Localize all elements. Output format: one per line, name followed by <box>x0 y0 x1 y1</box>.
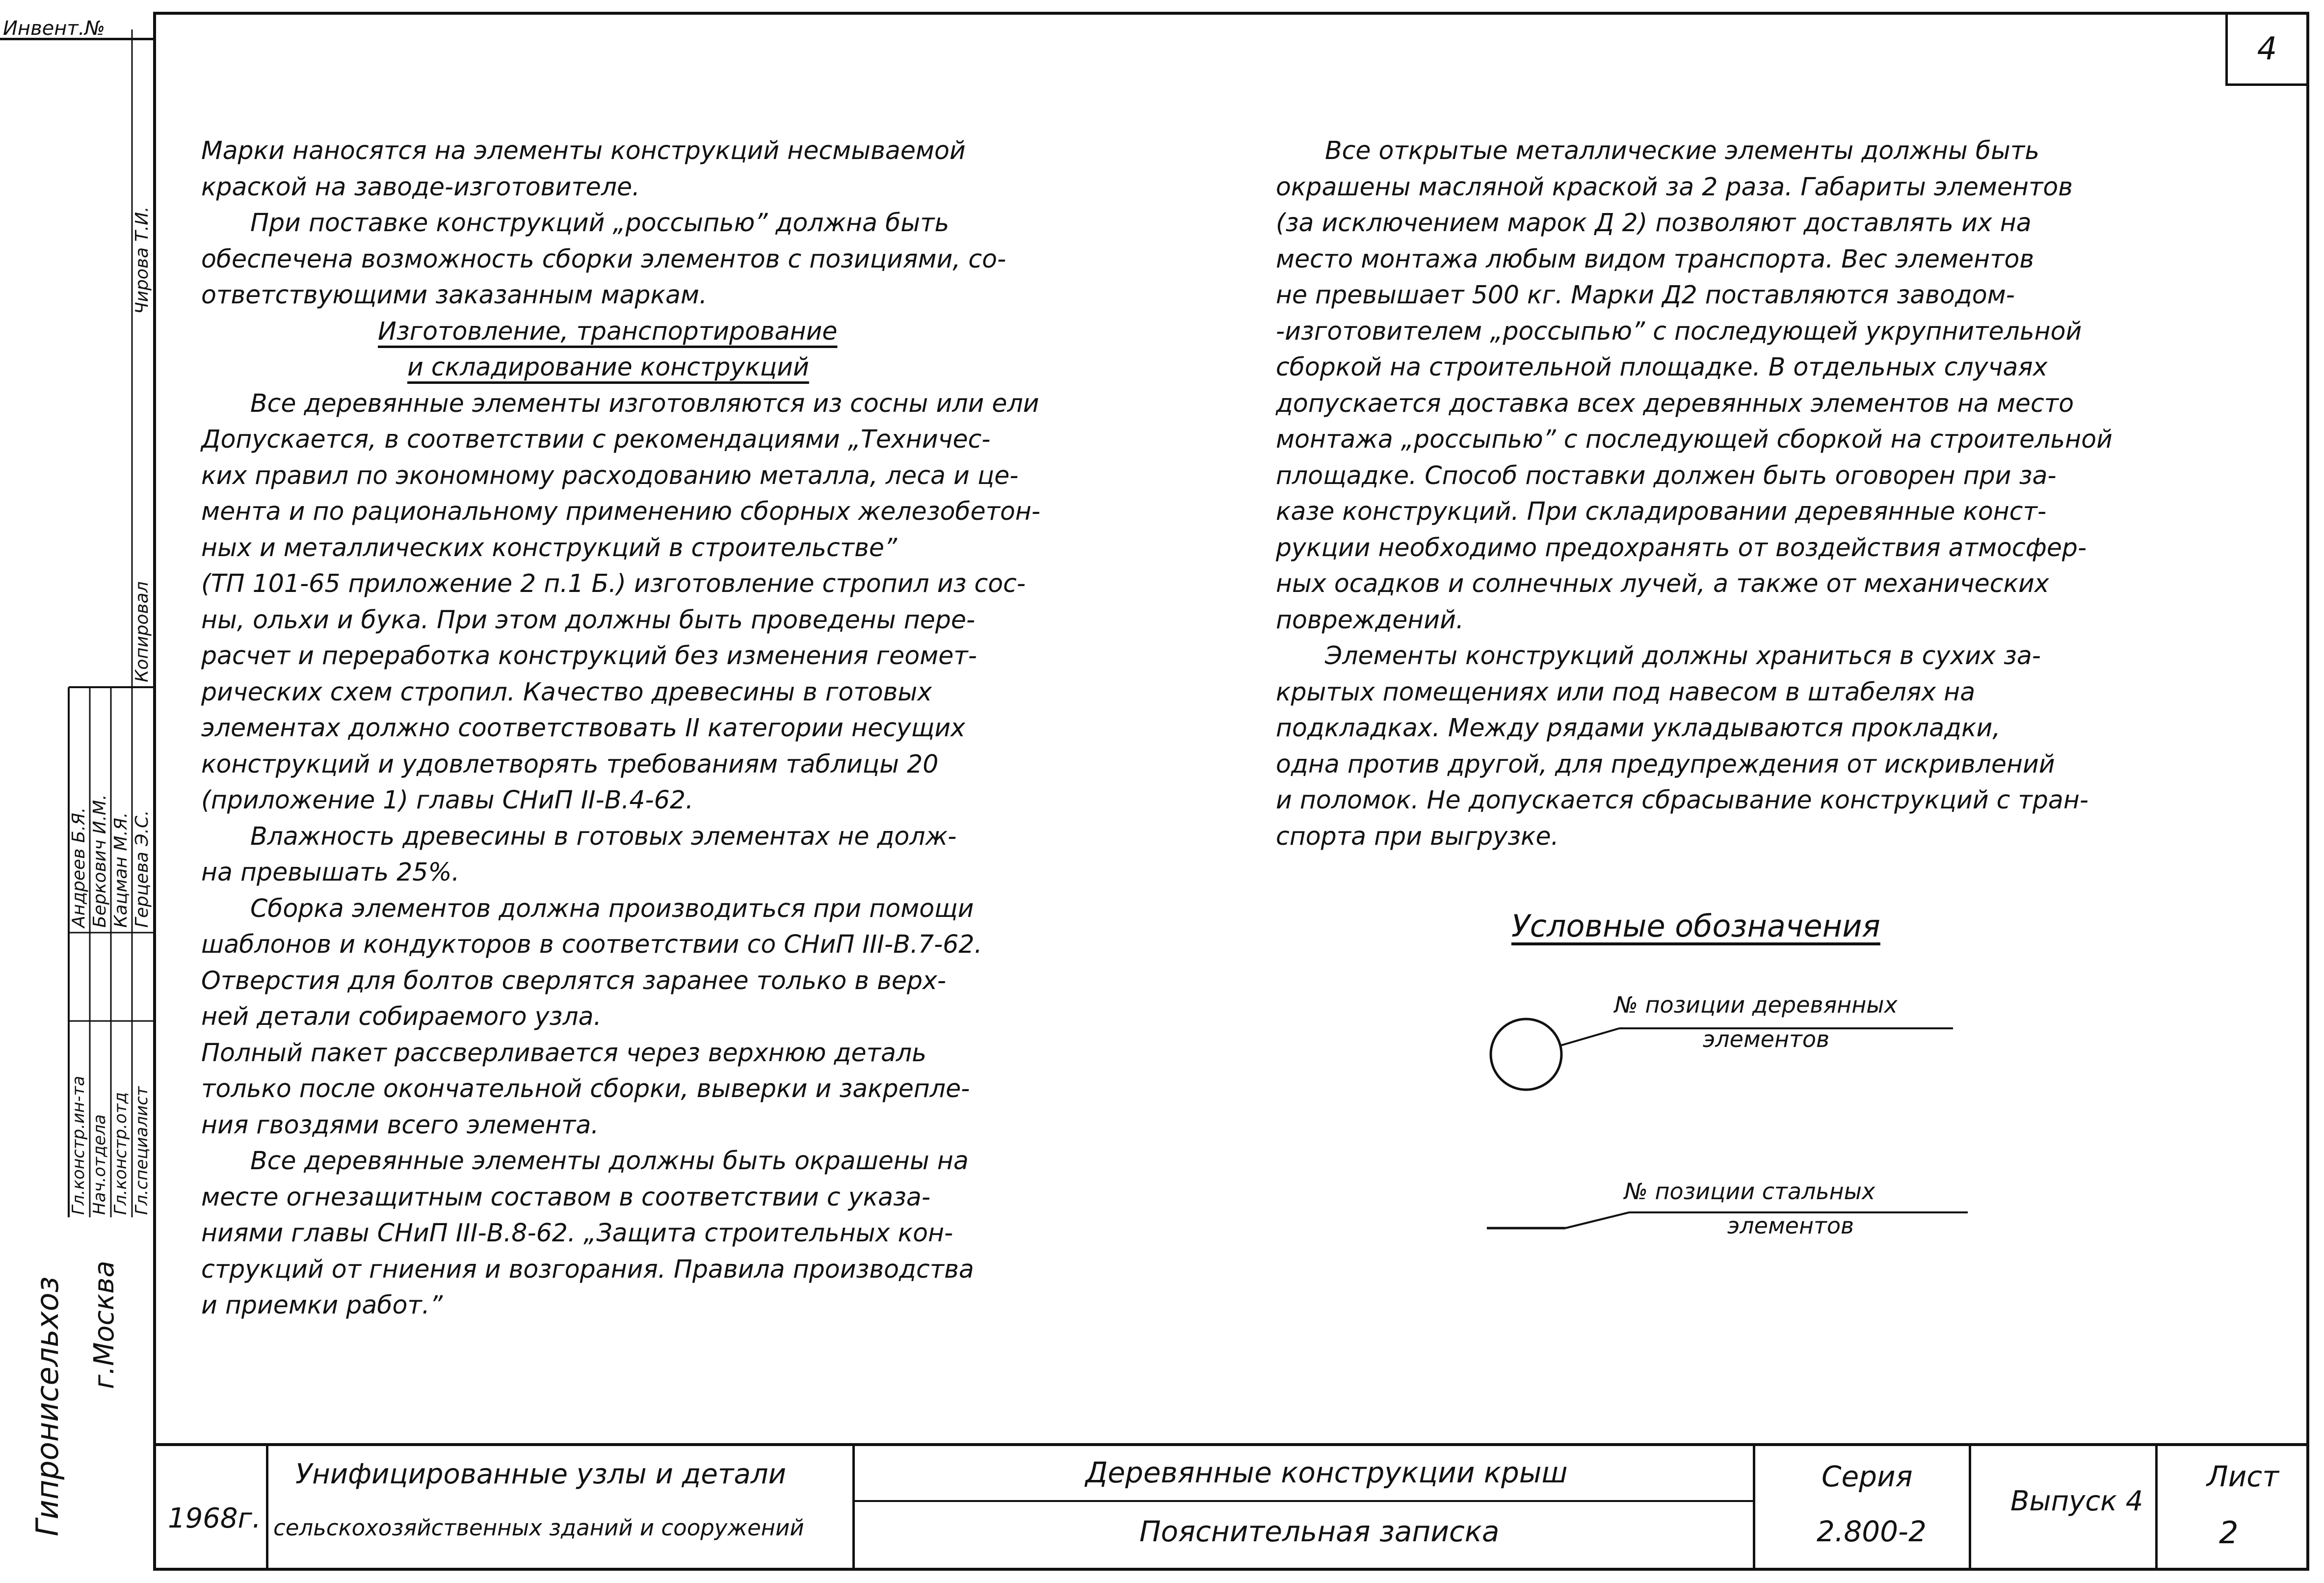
text-line: ней детали собираемого узла. <box>201 1002 602 1031</box>
tb-divider <box>852 1446 855 1571</box>
tb-series-label: Серия <box>1822 1460 1913 1493</box>
text-line: ответствующими заказанным маркам. <box>201 280 708 309</box>
inventory-label: Инвент.№ <box>0 19 153 40</box>
text-line: Влажность древесины в готовых элементах не долж- <box>250 821 957 851</box>
text-line: одна против другой, для предупреждения от искривлений <box>1276 749 2055 778</box>
steel-legend-label-2: элементов <box>1727 1212 1854 1239</box>
text-line: (ТП 101-65 приложение 2 п.1 Б.) изготовление стропил из сос- <box>201 569 1026 598</box>
margin-grid <box>0 0 153 1583</box>
role-1: Гл.констр.ин-та <box>69 1075 88 1215</box>
text-line: Допускается, в соответствии с рекомендациями „Техничес- <box>201 425 991 454</box>
role-2: Нач.отдела <box>90 1114 109 1215</box>
text-line: рукции необходимо предохранять от воздействия атмосфер- <box>1276 533 2087 562</box>
tb-doc-subtitle: Пояснительная записка <box>1139 1515 1500 1548</box>
sheet-number: 4 <box>2257 31 2277 67</box>
text-line: подкладках. Между рядами укладываются прокладки, <box>1276 713 2001 742</box>
tb-sheet-label: Лист <box>2207 1460 2279 1493</box>
text-line: казе конструкций. При складировании деревянные конст- <box>1276 497 2047 526</box>
tb-divider <box>2155 1446 2158 1571</box>
legend-title: Условные обозначения <box>1511 908 1880 944</box>
steel-legend-label-1: № позиции стальных <box>1624 1178 1875 1205</box>
text-line: мента и по рациональному применению сборных железобетон- <box>201 497 1041 526</box>
text-line: на превышать 25%. <box>201 858 460 886</box>
text-line: Отверстия для болтов сверлятся заранее только в верх- <box>201 966 947 995</box>
role-3: Гл.констр.отд <box>111 1092 131 1215</box>
text-line: спорта при выгрузке. <box>1276 821 1559 851</box>
stamp-copied: Копировал <box>132 581 152 682</box>
text-line: ных осадков и солнечных лучей, а также от механических <box>1276 569 2049 598</box>
wood-leader-line <box>1560 1028 1619 1046</box>
text-line: конструкций и удовлетворять требованиям таблицы 20 <box>201 749 939 778</box>
text-line: Все деревянные элементы должны быть окрашены на <box>250 1146 969 1175</box>
text-line: струкций от гниения и возгорания. Правила производства <box>201 1254 974 1284</box>
name-4: Герцева Э.С. <box>132 810 152 928</box>
text-line: -изготовителем „россыпью” с последующей укрупнительной <box>1276 316 2082 346</box>
wood-legend-label-2: элементов <box>1703 1026 1830 1052</box>
tb-series-value: 2.800-2 <box>1817 1515 1927 1548</box>
text-line: (приложение 1) главы СНиП II-В.4-62. <box>201 785 694 814</box>
steel-leader-line <box>1565 1212 1629 1228</box>
tb-divider <box>852 1500 1755 1502</box>
text-line: и приемки работ.” <box>201 1290 443 1319</box>
tb-issue: Выпуск 4 <box>2010 1485 2143 1517</box>
tb-year: 1968г. <box>168 1503 261 1534</box>
text-line: сборкой на строительной площадке. В отдельных случаях <box>1276 352 2048 381</box>
text-line: Полный пакет рассверливается через верхнюю деталь <box>201 1038 927 1067</box>
text-line: окрашены масляной краской за 2 раза. Габариты элементов <box>1276 172 2073 201</box>
tb-sheet-value: 2 <box>2219 1515 2239 1551</box>
title-block <box>153 1443 2309 1571</box>
name-3: Кацман М.Я. <box>111 812 131 928</box>
text-line: и поломок. Не допускается сбрасывание конструкций с тран- <box>1276 785 2089 814</box>
text-line: (за исключением марок Д 2) позволяют доставлять их на <box>1276 208 2032 237</box>
text-line: рических схем стропил. Качество древесины в готовых <box>201 677 932 706</box>
text-line: площадке. Способ поставки должен быть оговорен при за- <box>1276 460 2057 490</box>
tb-doc-title: Деревянные конструкции крыш <box>1085 1456 1568 1489</box>
text-line: обеспечена возможность сборки элементов с позициями, со- <box>201 244 1006 273</box>
tb-series-title-2: сельскохозяйственных зданий и сооружений <box>273 1515 804 1541</box>
text-line: Все деревянные элементы изготовляются из сосны или ели <box>250 388 1039 418</box>
text-line: краской на заводе-изготовителе. <box>201 172 640 201</box>
left-margin-strip <box>0 0 153 1583</box>
text-line: Все открытые металлические элементы должны быть <box>1325 136 2040 165</box>
text-line: ны, ольхи и бука. При этом должны быть проведены пере- <box>201 605 976 634</box>
tb-divider <box>266 1446 268 1571</box>
text-line: расчет и переработка конструкций без изменения геомет- <box>201 641 977 670</box>
tb-series-title-1: Унифицированные узлы и детали <box>295 1458 786 1490</box>
text-line: Марки наносятся на элементы конструкций несмываемой <box>201 136 966 165</box>
name-1: Андреев Б.Я. <box>69 807 89 928</box>
text-line: Сборка элементов должна производиться при помощи <box>250 893 974 923</box>
stamp-copyist: Чирова Т.И. <box>132 206 152 314</box>
text-line: только после окончательной сборки, выверки и закрепле- <box>201 1074 970 1103</box>
text-line: ниями главы СНиП III-В.8-62. „Защита строительных кон- <box>201 1218 953 1247</box>
text-line: повреждений. <box>1276 605 1464 634</box>
text-line: ния гвоздями всего элемента. <box>201 1110 599 1139</box>
text-line: При поставке конструкций „россыпью” должна быть <box>250 208 950 237</box>
wood-position-circle <box>1491 1019 1561 1090</box>
tb-divider <box>1969 1446 1971 1571</box>
tb-divider <box>1753 1446 1755 1571</box>
city: г.Москва <box>88 1261 120 1389</box>
text-line: допускается доставка всех деревянных элементов на место <box>1276 388 2074 418</box>
section-heading-line-2: и складирование конструкций <box>407 352 809 381</box>
text-line: шаблонов и кондукторов в соответствии со СНиП III-В.7-62. <box>201 930 982 959</box>
text-line: месте огнезащитным составом в соответствии с указа- <box>201 1182 931 1211</box>
wood-legend-label-1: № позиции деревянных <box>1614 992 1898 1018</box>
text-line: место монтажа любым видом транспорта. Вес элементов <box>1276 244 2034 273</box>
text-line: ных и металлических конструкций в строительстве” <box>201 533 898 562</box>
text-line: не превышает 500 кг. Марки Д2 поставляются заводом- <box>1276 280 2015 309</box>
text-line: элементах должно соответствовать II категории несущих <box>201 713 966 742</box>
text-line: ких правил по экономному расходованию металла, леса и це- <box>201 460 1019 490</box>
org-name: Гипронисельхоз <box>29 1276 65 1536</box>
name-2: Беркович И.М. <box>90 794 110 928</box>
text-line: крытых помещениях или под навесом в штабелях на <box>1276 677 1976 706</box>
role-4: Гл.специалист <box>132 1086 152 1215</box>
section-heading-line-1: Изготовление, транспортирование <box>378 316 838 346</box>
text-line: монтажа „россыпью” с последующей сборкой на строительной <box>1276 425 2113 454</box>
text-line: Элементы конструкций должны храниться в сухих за- <box>1325 641 2041 670</box>
